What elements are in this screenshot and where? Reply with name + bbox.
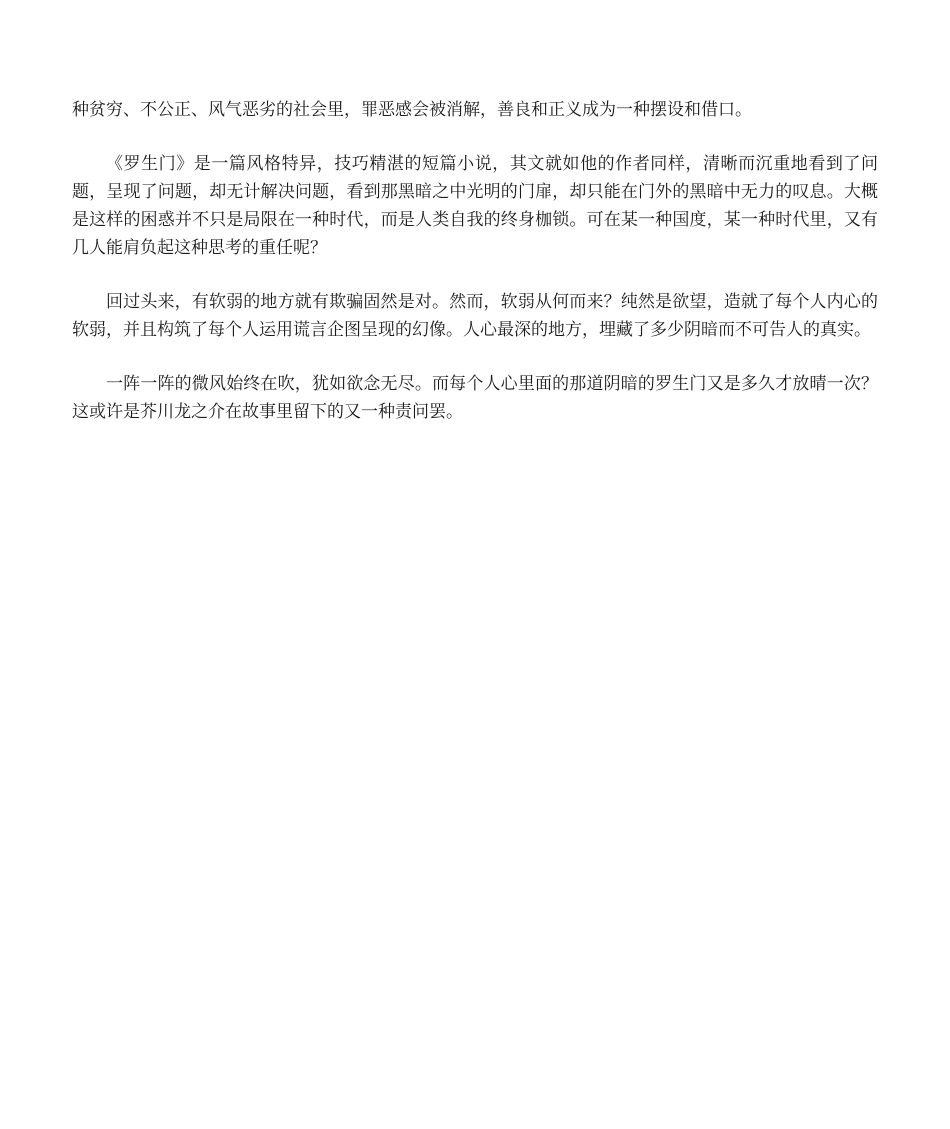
paragraph-rashomon-review: 《罗生门》是一篇风格特异，技巧精湛的短篇小说，其文就如他的作者同样，清晰而沉重地看到了问题，呈现了问题，却无计解决问题，看到那黑暗之中光明的门扉，却只能在门外的黑暗中无力的叹息。大概是这样的困惑并不只是局限在一种时代，而是人类自我的终身枷锁。可在某一种国度，某一种时代里，又有几人能肩负起这种思考的重任呢？: [72, 154, 878, 258]
paragraph-weakness: 回过头来，有软弱的地方就有欺骗固然是对。然而，软弱从何而来？纯然是欲望，造就了每个人内心的软弱，并且构筑了每个人运用谎言企图呈现的幻像。人心最深的地方，埋藏了多少阴暗而不可告人的真实。: [72, 292, 878, 340]
paragraph-continuation: 种贫穷、不公正、风气恶劣的社会里，罪恶感会被消解，善良和正义成为一种摆设和借口。: [72, 100, 752, 120]
paragraph-conclusion: 一阵一阵的微风始终在吹，犹如欲念无尽。而每个人心里面的那道阴暗的罗生门又是多久才放晴一次？这或许是芥川龙之介在故事里留下的又一种责问罢。: [72, 374, 878, 422]
